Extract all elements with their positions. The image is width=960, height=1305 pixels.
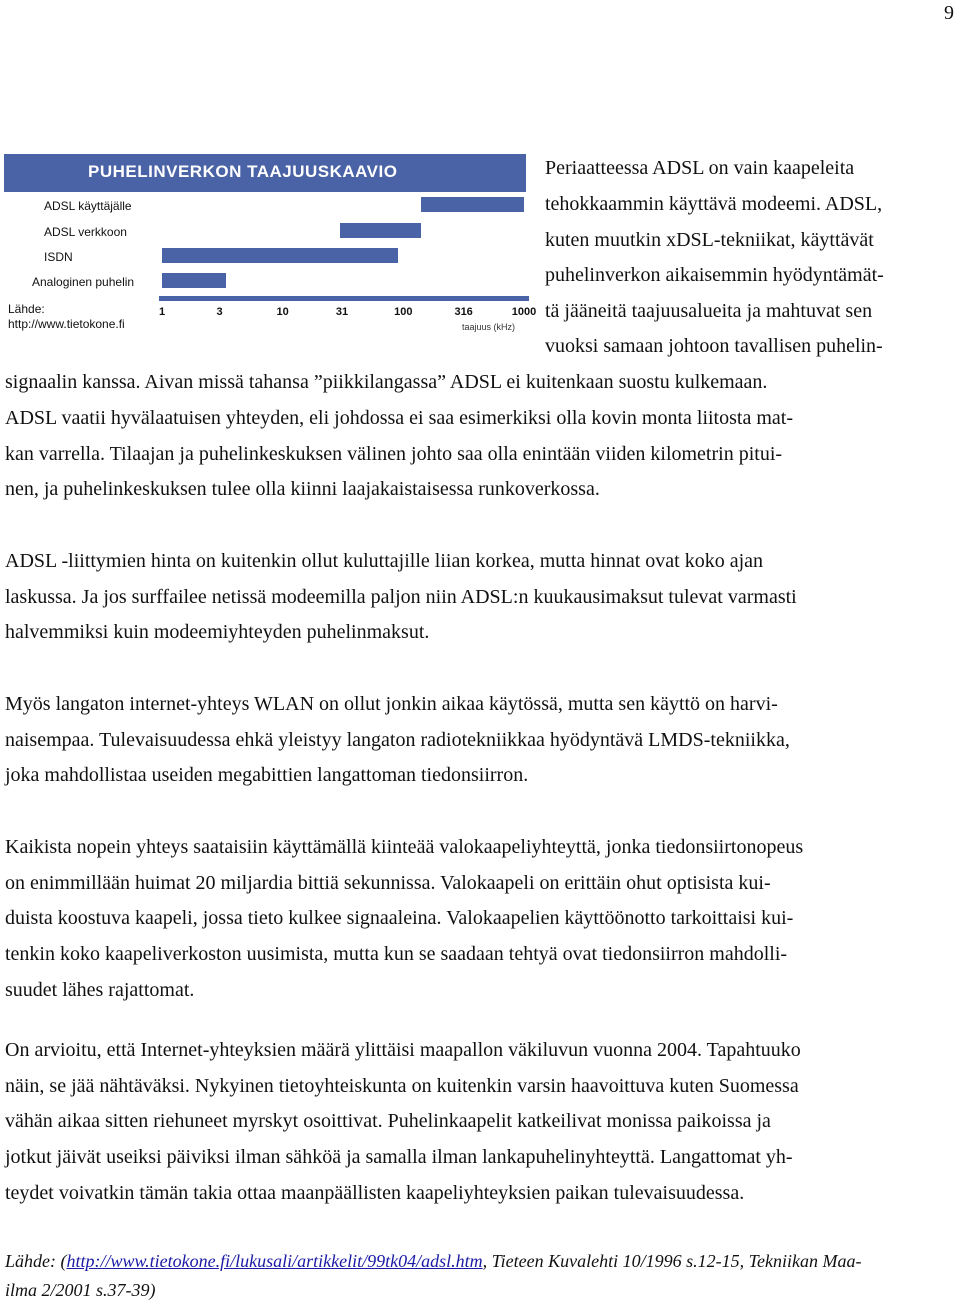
text-line: signaalin kanssa. Aivan missä tahansa ”piikkilangassa” ADSL ei kuitenkaan suostu kulkemaan. bbox=[5, 371, 768, 393]
axis-tick-label: 1 bbox=[158, 306, 166, 318]
text-line: duista koostuva kaapeli, jossa tieto kulkee signaaleina. Valokaapelien käyttöönotto tarkoittaisi kui- bbox=[5, 907, 794, 929]
text-line: Kaikista nopein yhteys saataisiin käyttämällä kiinteää valokaapeliyhteyttä, jonka tiedonsiirtonopeus bbox=[5, 836, 804, 858]
figure-title: PUHELINVERKON TAAJUUSKAAVIO bbox=[88, 162, 398, 181]
source-citation bbox=[5, 1246, 861, 1276]
text-line: ADSL -liittymien hinta on kuitenkin ollut kuluttajille liian korkea, mutta hinnat ovat koko ajan bbox=[5, 550, 764, 572]
text-line: on enimmillään huimat 20 miljardia bittiä sekunnissa. Valokaapeli on erittäin ohut optisista kui- bbox=[5, 872, 771, 894]
chart-bar-adsl-network bbox=[340, 223, 421, 238]
text-line: joka mahdollistaa useiden megabittien langattoman tiedonsiirron. bbox=[5, 764, 529, 786]
source-citation-line2: ilma 2/2001 s.37-39) bbox=[5, 1280, 156, 1300]
row-label-analog-phone: Analoginen puhelin bbox=[32, 275, 135, 289]
text-line: Myös langaton internet-yhteys WLAN on ollut jonkin aikaa käytössä, mutta sen käyttö on harvi- bbox=[5, 693, 778, 715]
row-label-isdn: ISDN bbox=[44, 250, 73, 264]
text-line: Periaatteessa ADSL on vain kaapeleita bbox=[545, 157, 855, 179]
text-line: laskussa. Ja jos surffailee netissä modeemilla paljon niin ADSL:n kuukausimaksut tulevat varmasti bbox=[5, 586, 797, 608]
row-label-adsl-user: ADSL käyttäjälle bbox=[44, 199, 132, 213]
source-rest: , Tieteen Kuvalehti 10/1996 s.12-15, Tekniikan Maa- bbox=[482, 1251, 862, 1271]
text-line: halvemmiksi kuin modeemiyhteyden puhelinmaksut. bbox=[5, 621, 430, 643]
text-line: suudet lähes rajattomat. bbox=[5, 979, 195, 1001]
page-number: 9 bbox=[944, 2, 954, 24]
axis-unit-label: taajuus (kHz) bbox=[462, 322, 516, 332]
axis-tick-label: 31 bbox=[335, 306, 349, 318]
text-line: vähän aikaa sitten riehuneet myrskyt osoittivat. Puhelinkaapelit katkeilivat monissa paikoissa ja bbox=[5, 1110, 771, 1132]
axis-tick-label: 1000 bbox=[511, 306, 537, 318]
text-line: puhelinverkon aikaisemmin hyödyntämät- bbox=[545, 264, 884, 286]
axis-tick-label: 316 bbox=[454, 306, 473, 318]
axis-tick-label: 100 bbox=[394, 306, 413, 318]
figure-source-url: http://www.tietokone.fi bbox=[8, 317, 125, 331]
text-line: näin, se jää nähtäväksi. Nykyinen tietoyhteiskunta on kuitenkin varsin haavoittuva kuten Suomessa bbox=[5, 1075, 799, 1097]
text-line: vuoksi samaan johtoon tavallisen puhelin- bbox=[545, 335, 883, 357]
text-line: ADSL vaatii hyvälaatuisen yhteyden, eli johdossa ei saa esimerkiksi olla kovin monta liitosta mat- bbox=[5, 407, 793, 429]
text-line: On arvioitu, että Internet-yhteyksien määrä ylittäisi maapallon väkiluvun vuonna 2004. Tapahtuuko bbox=[5, 1039, 801, 1061]
text-line: kuten muutkin xDSL-tekniikat, käyttävät bbox=[545, 229, 874, 251]
text-line: jotkut jäivät useiksi päiviksi ilman sähköä ja samalla ilman lankapuhelinyhteyttä. Langattomat yh- bbox=[5, 1146, 793, 1168]
frequency-axis bbox=[159, 296, 529, 301]
text-line: tä jääneitä taajuusalueita ja mahtuvat sen bbox=[545, 300, 873, 322]
source-prefix: Lähde: ( bbox=[5, 1251, 67, 1271]
text-line: kan varrella. Tilaajan ja puhelinkeskuksen välinen johto saa olla enintään viiden kilometrin pitui- bbox=[5, 443, 783, 465]
text-line: tehokkaammin käyttävä modeemi. ADSL, bbox=[545, 193, 883, 215]
chart-bar-analog-phone bbox=[162, 273, 226, 288]
chart-bar-isdn bbox=[162, 248, 398, 263]
text-line: naisempaa. Tulevaisuudessa ehkä yleistyy langaton radiotekniikkaa hyödyntävä LMDS-tekniikka, bbox=[5, 729, 790, 751]
source-link[interactable]: http://www.tietokone.fi/lukusali/artikkelit/99tk04/adsl.htm bbox=[66, 1251, 483, 1271]
chart-bar-adsl-user bbox=[421, 197, 524, 212]
frequency-chart-figure bbox=[4, 154, 537, 336]
text-line: teydet voivatkin tämän takia ottaa maanpäällisten kaapeliyhteyksien paikan tulevaisuudessa. bbox=[5, 1182, 745, 1204]
axis-tick-label: 3 bbox=[216, 306, 223, 318]
figure-source-label: Lähde: bbox=[8, 302, 45, 316]
row-label-adsl-network: ADSL verkkoon bbox=[44, 225, 127, 239]
text-line: nen, ja puhelinkeskuksen tulee olla kiinni laajakaistaisessa runkoverkossa. bbox=[5, 478, 600, 500]
text-line: tenkin koko kaapeliverkoston uusimista, mutta kun se saadaan tehtyä ovat tiedonsiirron mahdolli- bbox=[5, 943, 788, 965]
axis-tick-label: 10 bbox=[276, 306, 289, 318]
